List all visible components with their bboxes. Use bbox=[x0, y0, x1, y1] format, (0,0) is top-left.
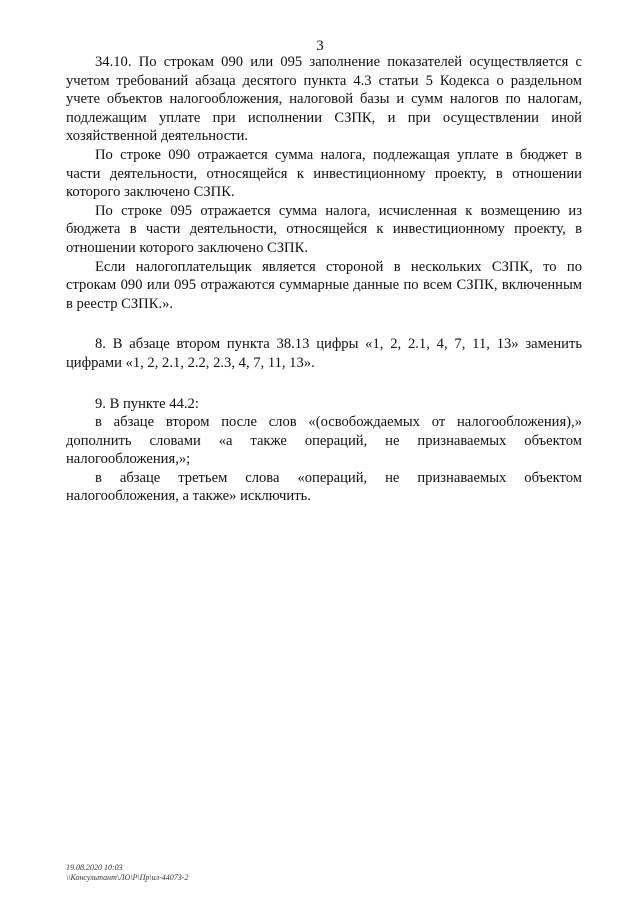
paragraph-item-9-third: в абзаце третьем слова «операций, не признаваемых объектом налогообложения, а также» исключить. bbox=[66, 469, 582, 505]
paragraph-line-095: По строке 095 отражается сумма налога, исчисленная к возмещению из бюджета в части деятельности, относящейся к инвестиционному проекту, в отношении которого заключено СЗПК. bbox=[66, 202, 582, 256]
page-number: 3 bbox=[316, 38, 324, 54]
footer-date: 19.08.2020 10:03 bbox=[66, 863, 123, 872]
document-body bbox=[66, 53, 582, 506]
paragraph-34-10: 34.10. По строкам 090 или 095 заполнение показателей осуществляется с учетом требований абзаца десятого пункта 4.3 статьи 5 Кодекса о раздельном учете объектов налогообложения, налоговой базы и сумм налогов по налогам, подлежащим уплате при исполнении СЗПК, и при осуществлении иной хозяйственной деятельности. bbox=[66, 54, 582, 145]
footer-file-path: \\Консультант\ЛО\Р\Пр\ил-44073-2 bbox=[66, 873, 189, 882]
paragraph-line-090: По строке 090 отражается сумма налога, подлежащая уплате в бюджет в части деятельности, относящейся к инвестиционному проекту, в отношении которого заключено СЗПК. bbox=[66, 146, 582, 201]
paragraph-item-8: 8. В абзаце втором пункта 38.13 цифры «1, 2, 2.1, 4, 7, 11, 13» заменить цифрами «1, 2, 2.1, 2.2, 2.3, 4, 7, 11, 13». bbox=[66, 336, 582, 371]
paragraph-item-9-second: в абзаце втором после слов «(освобождаемых от налогообложения),» дополнить словами «а также операций, не признаваемых объектом налогообложения,»; bbox=[66, 414, 582, 468]
paragraph-item-9: 9. В пункте 44.2: bbox=[95, 395, 199, 412]
document-footer bbox=[66, 863, 188, 883]
paragraph-multiple-szpk: Если налогоплательщик является стороной в нескольких СЗПК, то по строкам 090 или 095 отражаются суммарные данные по всем СЗПК, включенным в реестр СЗПК.». bbox=[66, 258, 582, 312]
